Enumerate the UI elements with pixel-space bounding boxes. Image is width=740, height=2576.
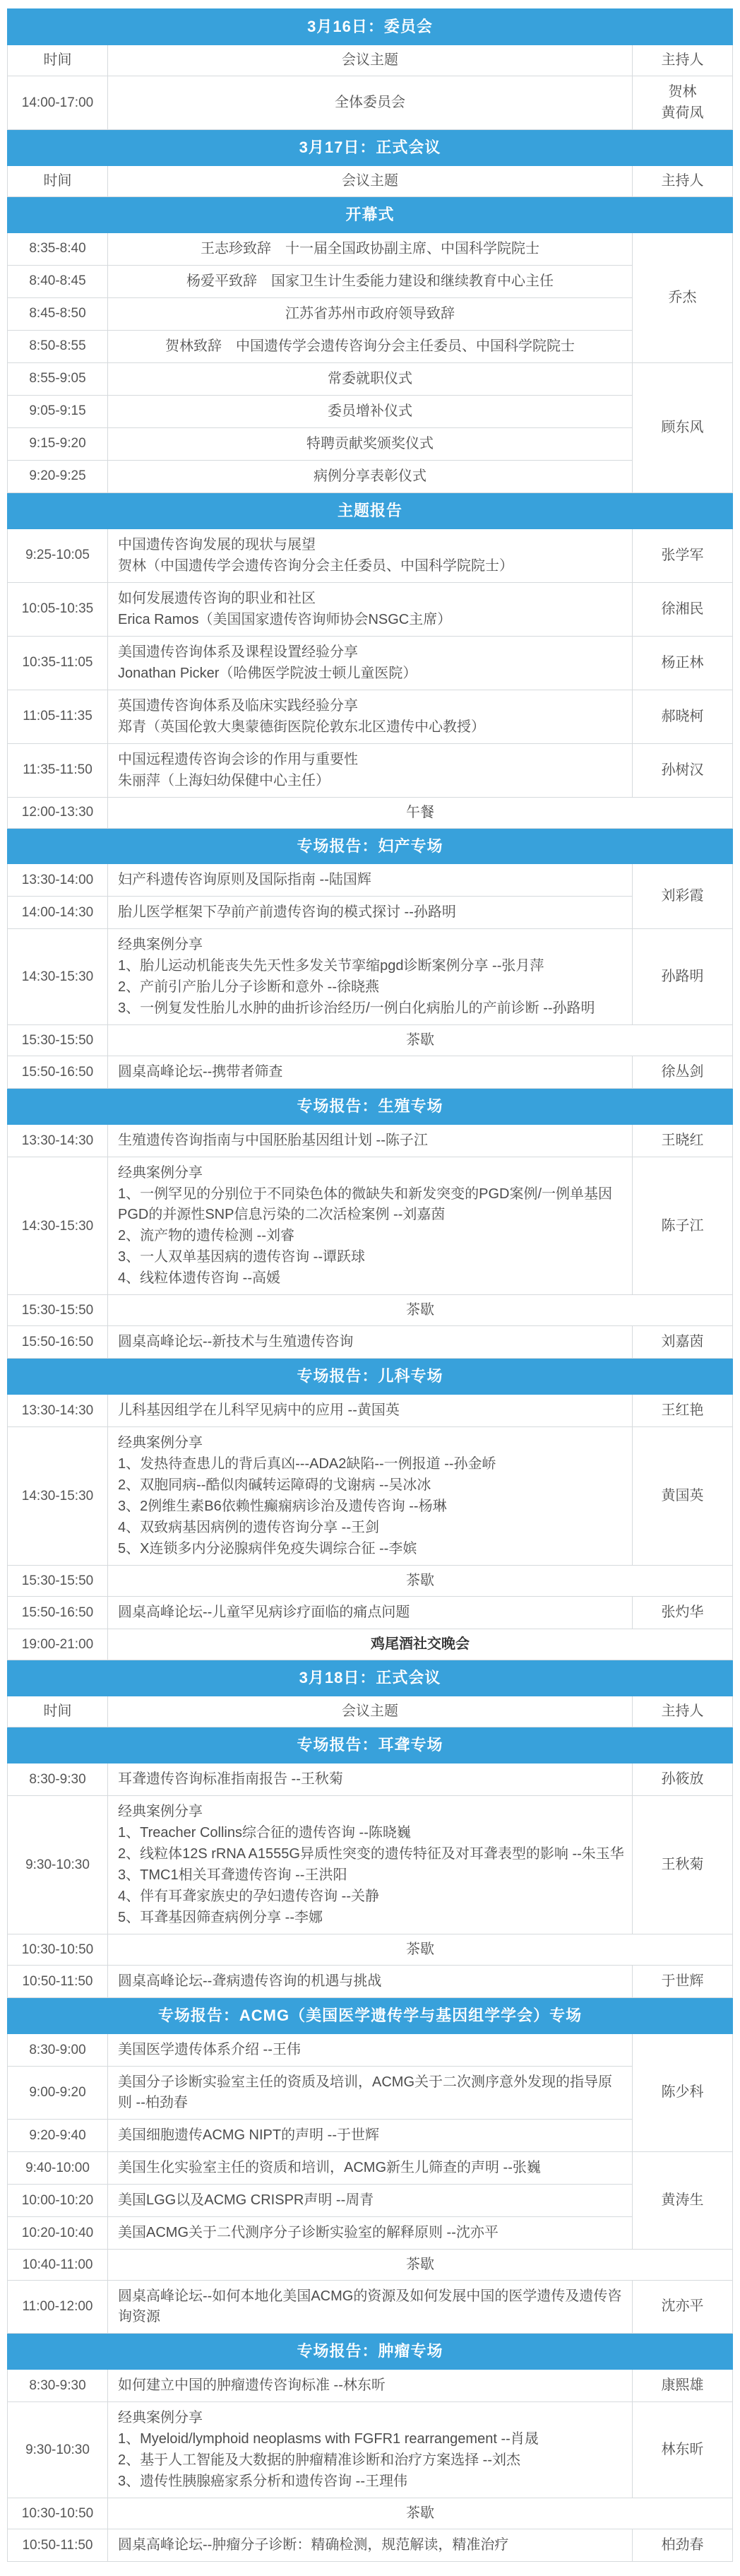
topic-line: 圆桌高峰论坛--携带者筛查 — [118, 1064, 283, 1080]
column-header-time: 时间 — [8, 45, 108, 76]
chair-name: 王秋菊 — [661, 1857, 704, 1873]
topic-cell — [108, 1326, 633, 1359]
schedule-row — [8, 2529, 733, 2561]
topic-line: 3、一人双单基因病的遗传咨询 --谭跃球 — [118, 1249, 365, 1265]
topic-cell — [108, 743, 633, 797]
time-cell: 19:00-21:00 — [8, 1629, 108, 1660]
schedule-row — [8, 1427, 733, 1566]
chair-cell — [632, 743, 732, 797]
schedule-row — [8, 1796, 733, 1934]
topic-line: 圆桌高峰论坛--聋病遗传咨询的机遇与挑战 — [118, 1973, 382, 1990]
topic-line: 1、Treacher Collins综合征的遗传咨询 --陈晓巍 — [118, 1825, 411, 1841]
topic-cell — [108, 265, 633, 297]
schedule-body — [8, 9, 733, 2562]
topic-cell — [108, 1056, 633, 1089]
topic-line: 1、发热待查患儿的背后真凶---ADA2缺陷--一例报道 --孙金峤 — [118, 1456, 496, 1472]
topic-line: 3、TMC1相关耳聋遗传咨询 --王洪阳 — [118, 1867, 347, 1884]
chair-name: 刘嘉茵 — [661, 1334, 704, 1350]
topic-line: 王志珍致辞 十一届全国政协副主席、中国科学院院士 — [200, 240, 539, 256]
topic-cell — [108, 2119, 633, 2151]
schedule-row — [8, 265, 733, 297]
schedule-row — [8, 395, 733, 427]
topic-cell — [108, 690, 633, 743]
schedule-row — [8, 9, 733, 45]
schedule-row — [8, 330, 733, 362]
schedule-row — [8, 460, 733, 492]
topic-line: 江苏省苏州市政府领导致辞 — [285, 305, 455, 321]
time-cell: 9:25-10:05 — [8, 528, 108, 582]
schedule-row — [8, 2216, 733, 2249]
time-cell: 10:00-10:20 — [8, 2184, 108, 2216]
topic-line: 3、一例复发性胎儿水肿的曲折诊治经历/一例白化病胎儿的产前诊断 --孙路明 — [118, 1000, 595, 1017]
topic-cell — [108, 2280, 633, 2333]
time-cell: 14:00-14:30 — [8, 897, 108, 929]
topic-line: 美国医学遗传体系介绍 --王伟 — [118, 2041, 301, 2057]
topic-cell — [108, 1763, 633, 1796]
topic-line: 圆桌高峰论坛--如何本地化美国ACMG的资源及如何发展中国的医学遗传及遗传咨询资源 — [118, 2288, 622, 2324]
section-banner: 专场报告：肿瘤专场 — [8, 2333, 733, 2369]
topic-cell — [108, 460, 633, 492]
topic-cell — [108, 427, 633, 460]
chair-cell — [632, 1395, 732, 1427]
section-banner: 主题报告 — [8, 492, 733, 528]
chair-name: 杨正林 — [661, 654, 704, 670]
topic-cell — [108, 2401, 633, 2498]
section-banner: 专场报告：生殖专场 — [8, 1089, 733, 1125]
topic-line: 英国遗传咨询体系及临床实践经验分享 — [118, 697, 358, 714]
time-cell: 8:30-9:30 — [8, 2369, 108, 2401]
chair-name: 黄国英 — [661, 1488, 704, 1504]
time-cell: 14:30-15:30 — [8, 1427, 108, 1566]
schedule-row — [8, 828, 733, 864]
topic-line: 如何发展遗传咨询的职业和社区 — [118, 590, 316, 606]
schedule-row — [8, 1056, 733, 1089]
chair-name: 张灼华 — [661, 1605, 704, 1621]
break-cell: 茶歇 — [108, 1566, 733, 1597]
topic-cell — [108, 2033, 633, 2066]
schedule-row — [8, 1125, 733, 1157]
chair-name: 陈少科 — [661, 2084, 704, 2101]
topic-line: 经典案例分享 — [118, 1165, 203, 1181]
section-banner: 3月18日：正式会议 — [8, 1660, 733, 1696]
time-cell: 13:30-14:00 — [8, 864, 108, 897]
topic-cell — [108, 2151, 633, 2184]
section-banner: 专场报告：妇产专场 — [8, 828, 733, 864]
topic-line: 耳聋遗传咨询标准指南报告 --王秋菊 — [118, 1771, 343, 1788]
schedule-row — [8, 1727, 733, 1763]
schedule-row — [8, 636, 733, 690]
topic-line: 贺林致辞 中国遗传学会遗传咨询分会主任委员、中国科学院院士 — [165, 338, 575, 354]
schedule-row — [8, 362, 733, 395]
section-banner: 开幕式 — [8, 196, 733, 232]
time-cell: 9:30-10:30 — [8, 1796, 108, 1934]
chair-name: 顾东风 — [661, 419, 704, 435]
time-cell: 13:30-14:30 — [8, 1395, 108, 1427]
schedule-row — [8, 129, 733, 165]
chair-name: 刘彩霞 — [661, 888, 704, 904]
topic-cell — [108, 1427, 633, 1566]
chair-name: 孙路明 — [661, 969, 704, 985]
chair-cell — [632, 929, 732, 1025]
chair-cell — [632, 2280, 732, 2333]
topic-line: 胎儿医学框架下孕前产前遗传咨询的模式探讨 --孙路明 — [118, 904, 456, 921]
time-cell: 11:00-12:00 — [8, 2280, 108, 2333]
time-cell: 15:50-16:50 — [8, 1597, 108, 1629]
schedule-row — [8, 1295, 733, 1326]
time-cell: 10:30-10:50 — [8, 1934, 108, 1966]
break-cell: 午餐 — [108, 797, 733, 828]
chair-cell — [632, 690, 732, 743]
time-cell: 10:30-10:50 — [8, 2498, 108, 2529]
chair-cell — [632, 1966, 732, 1998]
section-banner: 3月16日：委员会 — [8, 9, 733, 45]
chair-cell — [632, 582, 732, 636]
schedule-row — [8, 2249, 733, 2280]
time-cell: 8:35-8:40 — [8, 232, 108, 265]
time-cell: 8:50-8:55 — [8, 330, 108, 362]
schedule-row — [8, 1934, 733, 1966]
topic-line: 圆桌高峰论坛--新技术与生殖遗传咨询 — [118, 1334, 354, 1350]
schedule-row — [8, 929, 733, 1025]
topic-line: 5、X连锁多内分泌腺病伴免疫失调综合征 --李嫔 — [118, 1541, 417, 1557]
topic-cell — [108, 636, 633, 690]
topic-line: 2、线粒体12S rRNA A1555G异质性突变的遗传特征及对耳聋表型的影响 --朱玉华 — [118, 1846, 624, 1862]
column-header-time: 时间 — [8, 165, 108, 196]
time-cell: 11:05-11:35 — [8, 690, 108, 743]
topic-line: Jonathan Picker（哈佛医学院波士顿儿童医院） — [118, 665, 417, 681]
chair-cell — [632, 1157, 732, 1295]
column-header-topic: 会议主题 — [108, 1696, 633, 1727]
topic-cell — [108, 582, 633, 636]
chair-name: 贺林 — [668, 83, 697, 100]
schedule-row — [8, 897, 733, 929]
topic-line: 经典案例分享 — [118, 2409, 203, 2426]
topic-line: Erica Ramos（美国国家遗传咨询师协会NSGC主席） — [118, 611, 452, 627]
topic-line: 2、流产物的遗传检测 --刘睿 — [118, 1228, 294, 1244]
schedule-row — [8, 1089, 733, 1125]
topic-line: 美国LGG以及ACMG CRISPR声明 --周青 — [118, 2192, 374, 2208]
schedule-row — [8, 2151, 733, 2184]
break-cell: 鸡尾酒社交晚会 — [108, 1629, 733, 1660]
topic-cell — [108, 929, 633, 1025]
schedule-row — [8, 196, 733, 232]
chair-cell — [632, 864, 732, 929]
topic-line: 美国生化实验室主任的资质和培训，ACMG新生儿筛查的声明 --张巍 — [118, 2159, 541, 2175]
schedule-row — [8, 2184, 733, 2216]
topic-line: 4、双致病基因病例的遗传咨询分享 --王剑 — [118, 1520, 379, 1536]
chair-name: 柏劲春 — [661, 2536, 704, 2553]
time-cell: 8:55-9:05 — [8, 362, 108, 395]
schedule-row — [8, 2401, 733, 2498]
topic-cell — [108, 1966, 633, 1998]
topic-cell — [108, 362, 633, 395]
topic-cell — [108, 1597, 633, 1629]
topic-line: 2、产前引产胎儿分子诊断和意外 --徐晓燕 — [118, 979, 379, 995]
chair-name: 陈子江 — [661, 1217, 704, 1234]
break-cell: 茶歇 — [108, 2249, 733, 2280]
topic-cell — [108, 76, 633, 129]
chair-cell — [632, 2529, 732, 2561]
chair-name: 康熙雄 — [661, 2377, 704, 2393]
topic-line: 经典案例分享 — [118, 1435, 203, 1451]
schedule-row — [8, 582, 733, 636]
time-cell: 9:20-9:25 — [8, 460, 108, 492]
chair-name: 徐湘民 — [661, 601, 704, 617]
topic-cell — [108, 2369, 633, 2401]
break-cell: 茶歇 — [108, 1934, 733, 1966]
schedule-row — [8, 2066, 733, 2119]
schedule-row — [8, 45, 733, 76]
chair-cell — [632, 1427, 732, 1566]
chair-cell — [632, 76, 732, 129]
topic-cell — [108, 1125, 633, 1157]
topic-line: 中国远程遗传咨询会诊的作用与重要性 — [118, 751, 358, 767]
topic-cell — [108, 897, 633, 929]
time-cell: 9:40-10:00 — [8, 2151, 108, 2184]
topic-line: 全体委员会 — [334, 94, 405, 110]
time-cell: 8:30-9:30 — [8, 1763, 108, 1796]
topic-line: 5、耳聋基因筛查病例分享 --李娜 — [118, 1910, 323, 1926]
topic-line: 3、2例维生素B6依赖性癫痫病诊治及遗传咨询 --杨琳 — [118, 1499, 447, 1515]
schedule-row — [8, 1025, 733, 1056]
time-cell: 8:30-9:00 — [8, 2033, 108, 2066]
chair-name: 王晓红 — [661, 1133, 704, 1149]
topic-cell — [108, 2529, 633, 2561]
break-cell: 茶歇 — [108, 2498, 733, 2529]
time-cell: 8:40-8:45 — [8, 265, 108, 297]
time-cell: 9:00-9:20 — [8, 2066, 108, 2119]
topic-cell — [108, 2216, 633, 2249]
time-cell: 9:05-9:15 — [8, 395, 108, 427]
column-header-chair: 主持人 — [632, 165, 732, 196]
time-cell: 15:30-15:50 — [8, 1295, 108, 1326]
schedule-row — [8, 864, 733, 897]
time-cell: 9:30-10:30 — [8, 2401, 108, 2498]
column-header-topic: 会议主题 — [108, 45, 633, 76]
time-cell: 14:30-15:30 — [8, 929, 108, 1025]
topic-line: 常委就职仪式 — [327, 370, 412, 386]
topic-line: 美国遗传咨询体系及课程设置经验分享 — [118, 644, 358, 660]
topic-line: 4、线粒体遗传咨询 --高媛 — [118, 1270, 280, 1287]
chair-name: 张学军 — [661, 547, 704, 563]
section-banner: 专场报告：耳聋专场 — [8, 1727, 733, 1763]
topic-line: 中国遗传咨询发展的现状与展望 — [118, 536, 316, 553]
column-header-topic: 会议主题 — [108, 165, 633, 196]
schedule-row — [8, 1998, 733, 2034]
time-cell: 8:45-8:50 — [8, 297, 108, 330]
topic-line: 1、一例罕见的分别位于不同染色体的微缺失和新发突变的PGD案例/一例单基因PGD的并源性SNP信息污染的二次活检案例 --刘嘉茵 — [118, 1186, 613, 1223]
break-cell: 茶歇 — [108, 1025, 733, 1056]
topic-cell — [108, 2184, 633, 2216]
schedule-row — [8, 1326, 733, 1359]
schedule-row — [8, 427, 733, 460]
time-cell: 11:35-11:50 — [8, 743, 108, 797]
time-cell: 15:50-16:50 — [8, 1056, 108, 1089]
chair-cell — [632, 1796, 732, 1934]
schedule-row — [8, 492, 733, 528]
time-cell: 12:00-13:30 — [8, 797, 108, 828]
schedule-row — [8, 1629, 733, 1660]
chair-cell — [632, 232, 732, 362]
chair-cell — [632, 2151, 732, 2249]
schedule-table — [7, 8, 733, 2562]
chair-cell — [632, 1597, 732, 1629]
chair-name: 郝晓柯 — [661, 708, 704, 724]
topic-line: 贺林（中国遗传学会遗传咨询分会主任委员、中国科学院院士） — [118, 557, 513, 574]
time-cell: 14:00-17:00 — [8, 76, 108, 129]
column-header-time: 时间 — [8, 1696, 108, 1727]
topic-cell — [108, 864, 633, 897]
schedule-row — [8, 165, 733, 196]
schedule-row — [8, 2033, 733, 2066]
schedule-row — [8, 1157, 733, 1295]
chair-name: 于世辉 — [661, 1973, 704, 1990]
chair-cell — [632, 1056, 732, 1089]
topic-line: 妇产科遗传咨询原则及国际指南 --陆国辉 — [118, 872, 371, 888]
topic-line: 圆桌高峰论坛--儿童罕见病诊疗面临的痛点问题 — [118, 1605, 410, 1621]
topic-cell — [108, 395, 633, 427]
schedule-row — [8, 2280, 733, 2333]
topic-line: 美国细胞遗传ACMG NIPT的声明 --于世辉 — [118, 2127, 379, 2143]
time-cell: 14:30-15:30 — [8, 1157, 108, 1295]
schedule-row — [8, 1763, 733, 1796]
schedule-row — [8, 797, 733, 828]
topic-cell — [108, 330, 633, 362]
schedule-row — [8, 743, 733, 797]
topic-cell — [108, 1395, 633, 1427]
topic-line: 病例分享表彰仪式 — [313, 468, 426, 484]
topic-line: 经典案例分享 — [118, 937, 203, 953]
topic-line: 杨爱平致辞 国家卫生计生委能力建设和继续教育中心主任 — [186, 273, 554, 289]
time-cell: 9:15-9:20 — [8, 427, 108, 460]
break-cell: 茶歇 — [108, 1295, 733, 1326]
chair-cell — [632, 2033, 732, 2151]
topic-line: 特聘贡献奖颁奖仪式 — [306, 435, 434, 451]
section-banner: 3月17日：正式会议 — [8, 129, 733, 165]
schedule-row — [8, 1395, 733, 1427]
column-header-chair: 主持人 — [632, 45, 732, 76]
column-header-chair: 主持人 — [632, 1696, 732, 1727]
chair-name: 乔杰 — [668, 289, 697, 305]
chair-name: 孙筱放 — [661, 1771, 704, 1788]
time-cell: 10:05-10:35 — [8, 582, 108, 636]
topic-line: 圆桌高峰论坛--肿瘤分子诊断：精确检测，规范解读，精准治疗 — [118, 2536, 509, 2553]
topic-line: 朱丽萍（上海妇幼保健中心主任） — [118, 772, 330, 788]
topic-line: 2、双胞同病--酷似肉碱转运障碍的戈谢病 --吴冰冰 — [118, 1477, 431, 1494]
time-cell: 10:40-11:00 — [8, 2249, 108, 2280]
time-cell: 15:30-15:50 — [8, 1566, 108, 1597]
schedule-row — [8, 1359, 733, 1395]
time-cell: 10:50-11:50 — [8, 2529, 108, 2561]
schedule-row — [8, 232, 733, 265]
schedule-row — [8, 1566, 733, 1597]
chair-cell — [632, 2401, 732, 2498]
topic-cell — [108, 1796, 633, 1934]
schedule-row — [8, 690, 733, 743]
chair-cell — [632, 2369, 732, 2401]
chair-name: 沈亦平 — [661, 2298, 704, 2315]
chair-cell — [632, 636, 732, 690]
schedule-row — [8, 76, 733, 129]
schedule-row — [8, 297, 733, 330]
chair-name: 黄涛生 — [661, 2192, 704, 2208]
topic-line: 郑青（英国伦敦大奥蒙德街医院伦敦东北区遗传中心教授） — [118, 719, 485, 735]
topic-line: 儿科基因组学在儿科罕见病中的应用 --黄国英 — [118, 1402, 400, 1419]
chair-cell — [632, 1125, 732, 1157]
topic-line: 生殖遗传咨询指南与中国胚胎基因组计划 --陈子江 — [118, 1133, 428, 1149]
schedule-row — [8, 1696, 733, 1727]
time-cell: 10:50-11:50 — [8, 1966, 108, 1998]
topic-line: 经典案例分享 — [118, 1804, 203, 1820]
topic-line: 4、伴有耳聋家族史的孕妇遗传咨询 --关静 — [118, 1889, 379, 1905]
topic-line: 3、遗传性胰腺癌家系分析和遗传咨询 --王理伟 — [118, 2473, 407, 2489]
chair-name: 林东昕 — [661, 2441, 704, 2457]
topic-line: 如何建立中国的肿瘤遗传咨询标准 --林东昕 — [118, 2377, 386, 2393]
chair-cell — [632, 1763, 732, 1796]
time-cell: 9:20-9:40 — [8, 2119, 108, 2151]
topic-cell — [108, 528, 633, 582]
topic-line: 委员增补仪式 — [327, 403, 412, 419]
topic-cell — [108, 232, 633, 265]
topic-cell — [108, 1157, 633, 1295]
time-cell: 10:35-11:05 — [8, 636, 108, 690]
chair-name: 黄荷凤 — [661, 105, 704, 121]
schedule-row — [8, 2498, 733, 2529]
chair-cell — [632, 1326, 732, 1359]
schedule-row — [8, 1597, 733, 1629]
topic-cell — [108, 2066, 633, 2119]
section-banner: 专场报告：儿科专场 — [8, 1359, 733, 1395]
chair-name: 徐丛剑 — [661, 1064, 704, 1080]
section-banner: 专场报告：ACMG（美国医学遗传学与基因组学学会）专场 — [8, 1998, 733, 2034]
schedule-row — [8, 2333, 733, 2369]
chair-cell — [632, 528, 732, 582]
topic-line: 1、胎儿运动机能丧失先天性多发关节挛缩pgd诊断案例分享 --张月萍 — [118, 958, 544, 974]
time-cell: 13:30-14:30 — [8, 1125, 108, 1157]
schedule-row — [8, 528, 733, 582]
topic-line: 美国ACMG关于二代测序分子诊断实验室的解释原则 --沈亦平 — [118, 2224, 499, 2240]
chair-cell — [632, 362, 732, 492]
time-cell: 15:30-15:50 — [8, 1025, 108, 1056]
schedule-row — [8, 1660, 733, 1696]
topic-cell — [108, 297, 633, 330]
time-cell: 15:50-16:50 — [8, 1326, 108, 1359]
topic-line: 2、基于人工智能及大数据的肿瘤精准诊断和治疗方案选择 --刘杰 — [118, 2452, 520, 2468]
topic-line: 1、Myeloid/lymphoid neoplasms with FGFR1 rearrangement --肖晟 — [118, 2430, 539, 2447]
topic-line: 美国分子诊断实验室主任的资质及培训，ACMG关于二次测序意外发现的指导原则 --柏劲春 — [118, 2074, 612, 2110]
chair-name: 王红艳 — [661, 1402, 704, 1419]
schedule-row — [8, 1966, 733, 1998]
time-cell: 10:20-10:40 — [8, 2216, 108, 2249]
schedule-row — [8, 2119, 733, 2151]
chair-name: 孙树汉 — [661, 762, 704, 778]
schedule-row — [8, 2369, 733, 2401]
